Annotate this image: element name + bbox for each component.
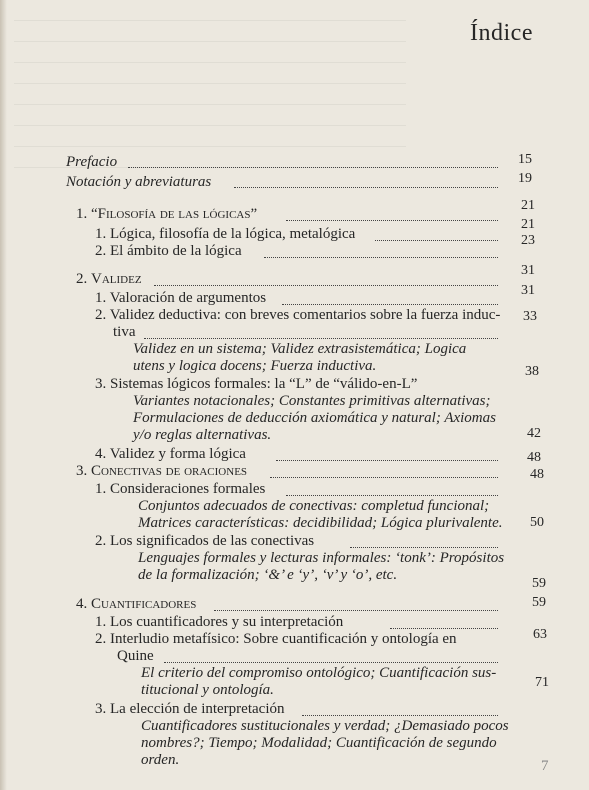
dot-leader: [144, 337, 498, 339]
section-2-1: 1. Valoración de argumentos: [95, 290, 267, 306]
subtopics: Matrices características: decidibilidad; Lógica plurivalente.: [138, 515, 503, 531]
section-2-4: 4. Validez y forma lógica: [95, 446, 246, 462]
page-number: 38: [525, 364, 539, 379]
dot-leader: [270, 476, 498, 478]
dot-leader: [286, 219, 498, 221]
subtopics: Lenguajes formales y lecturas informales: ‘tonk’: Propósitos: [138, 550, 505, 566]
page-number: 42: [527, 426, 541, 441]
dot-leader: [234, 186, 498, 188]
page-number: 21: [521, 217, 535, 232]
subtopics: Validez en un sistema; Validez extrasistemática; Logica: [133, 341, 467, 357]
page-number: 63: [533, 627, 547, 642]
subtopics: nombres?; Tiempo; Modalidad; Cuantificación de segundo: [141, 735, 497, 751]
subtopics: titucional y ontología.: [141, 682, 274, 698]
subtopics: Formulaciones de deducción axiomática y natural; Axiomas: [133, 410, 496, 426]
page-edge: [0, 0, 7, 790]
subtopics: orden.: [141, 752, 180, 768]
dot-leader: [154, 284, 498, 286]
page-number: 31: [521, 263, 535, 278]
page-number: 48: [530, 467, 544, 482]
page-number: 19: [518, 171, 532, 186]
dot-leader: [276, 459, 498, 461]
subtopics: de la formalización; ‘&’ e ‘y’, ‘v’ y ‘o’, etc.: [138, 567, 398, 583]
dot-leader: [390, 627, 498, 629]
section-2-2: 2. Validez deductiva: con breves comentarios sobre la fuerza induc-: [95, 307, 501, 323]
section-3-1: 1. Consideraciones formales: [95, 481, 266, 497]
section-4-2: 2. Interludio metafísico: Sobre cuantificación y ontología en: [95, 631, 457, 647]
section-1-2: 2. El ámbito de la lógica: [95, 243, 242, 259]
chapter-2-title: 2. Validez: [76, 271, 142, 287]
toc-entry-prefacio: Prefacio: [66, 154, 118, 170]
dot-leader: [282, 303, 498, 305]
folio: 7: [541, 758, 549, 774]
section-2-3: 3. Sistemas lógicos formales: la “L” de “válido-en-L”: [95, 376, 418, 392]
page-number: 21: [521, 198, 535, 213]
page-number: 59: [532, 595, 546, 610]
section-3-2: 2. Los significados de las conectivas: [95, 533, 315, 549]
page-number: 23: [521, 233, 535, 248]
section-2-2-cont: tiva: [113, 324, 136, 340]
section-4-3: 3. La elección de interpretación: [95, 701, 285, 717]
page-title: Índice: [470, 20, 533, 46]
subtopics: Cuantificadores sustitucionales y verdad; ¿Demasiado pocos: [141, 718, 509, 734]
page-number: 71: [535, 675, 549, 690]
dot-leader: [302, 714, 498, 716]
page-number: 59: [532, 576, 546, 591]
page-number: 48: [527, 450, 541, 465]
subtopics: utens y logica docens; Fuerza inductiva.: [133, 358, 377, 374]
dot-leader: [264, 256, 498, 258]
subtopics: Variantes notacionales; Constantes primitivas alternativas;: [133, 393, 491, 409]
page-number: 15: [518, 152, 532, 167]
page-number: 33: [523, 309, 537, 324]
dot-leader: [350, 546, 498, 548]
section-4-2-cont: Quine: [117, 648, 154, 664]
subtopics: El criterio del compromiso ontológico; Cuantificación sus-: [141, 665, 497, 681]
subtopics: y/o reglas alternativas.: [133, 427, 272, 443]
chapter-3-title: 3. Conectivas de oraciones: [76, 463, 248, 479]
chapter-4-title: 4. Cuantificadores: [76, 596, 197, 612]
dot-leader: [286, 494, 498, 496]
dot-leader: [128, 166, 498, 168]
section-4-1: 1. Los cuantificadores y su interpretación: [95, 614, 344, 630]
toc-entry-notacion: Notación y abreviaturas: [66, 174, 212, 190]
dot-leader: [214, 609, 498, 611]
dot-leader: [375, 239, 498, 241]
subtopics: Conjuntos adecuados de conectivas: completud funcional;: [138, 498, 490, 514]
page-number: 31: [521, 283, 535, 298]
dot-leader: [164, 661, 498, 663]
chapter-1-title: 1. “Filosofía de las lógicas”: [76, 206, 258, 222]
page-number: 50: [530, 515, 544, 530]
section-1-1: 1. Lógica, filosofía de la lógica, metalógica: [95, 226, 356, 242]
